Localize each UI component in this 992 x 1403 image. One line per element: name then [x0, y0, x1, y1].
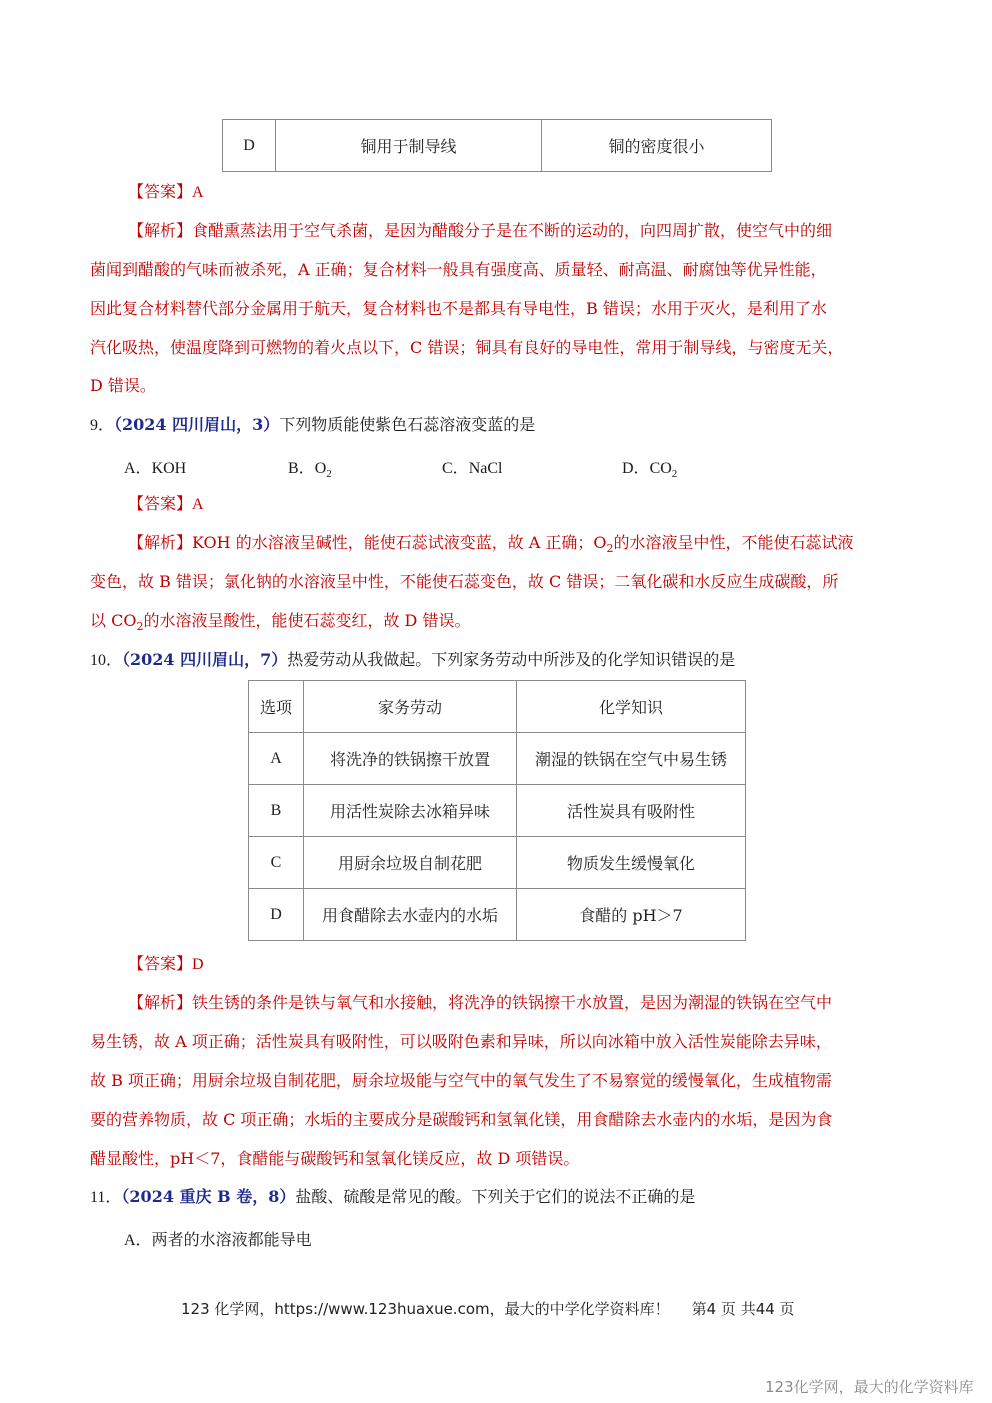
- analysis-text: 铁生锈的条件是铁与氧气和水接触，将洗净的铁锅擦干水放置，是因为潮湿的铁锅在空气中: [192, 993, 833, 1012]
- q10-analysis-line-1: [128, 993, 832, 1013]
- analysis-text: KOH 的水溶液呈碱性，能使石蕊试液变蓝，故 A 正确；O: [192, 533, 607, 552]
- question-number: 11．: [90, 1189, 122, 1206]
- analysis-text: 以 CO: [90, 611, 137, 630]
- q9-option-b: [288, 455, 332, 478]
- knowledge-cell: 活性炭具有吸附性: [517, 785, 746, 837]
- option-label: A．: [124, 460, 152, 477]
- q10-analysis-line-2: 易生锈，故 A 项正确；活性炭具有吸附性，可以吸附色素和异味，所以向冰箱中放入活性炭能除去异味，: [90, 1032, 832, 1051]
- analysis-label: 【解析】: [128, 221, 193, 240]
- labor-cell: 用厨余垃圾自制花肥: [304, 837, 517, 889]
- option-text: CO: [649, 460, 672, 477]
- watermark: 123化学网，最大的化学资料库: [765, 1378, 974, 1396]
- q9-analysis-line-3: [90, 611, 470, 631]
- option-cell: D: [249, 889, 304, 941]
- option-label: A．: [124, 1232, 152, 1249]
- option-text: O: [314, 460, 327, 477]
- option-cell: A: [249, 733, 304, 785]
- question-number: 9．: [90, 417, 115, 434]
- q10-stem: [90, 650, 735, 671]
- question-source: （2024 重庆 B 卷，8）: [121, 1187, 296, 1206]
- q11-stem: [90, 1187, 695, 1208]
- q10-table: [248, 680, 746, 941]
- answer-label: 【答案】: [128, 494, 193, 513]
- subscript: 2: [136, 620, 144, 633]
- q9-option-a: [124, 455, 186, 478]
- q8-analysis-line-5: D 错误。: [90, 376, 156, 395]
- knowledge-cell: 食醋的 pH＞7: [517, 889, 746, 941]
- q8-analysis-line-1: [128, 221, 832, 241]
- q8-analysis-line-4: 汽化吸热，使温度降到可燃物的着火点以下，C 错误；铜具有良好的导电性，常用于制导线，与密度无关，: [90, 338, 844, 357]
- q10-analysis-line-3: 故 B 项正确；用厨余垃圾自制花肥，厨余垃圾能与空气中的氧气发生了不易察觉的缓慢氧化，生成植物需: [90, 1071, 832, 1090]
- knowledge-cell: 潮湿的铁锅在空气中易生锈: [517, 733, 746, 785]
- answer-value: A: [192, 496, 204, 513]
- header-cell: 选项: [249, 681, 304, 733]
- q8-analysis-line-2: 菌闻到醋酸的气味而被杀死，A 正确；复合材料一般具有强度高、质量轻、耐高温、耐腐蚀等优异性能，: [90, 260, 827, 279]
- knowledge-cell: 物质发生缓慢氧化: [517, 837, 746, 889]
- table-row: [249, 785, 746, 837]
- option-label: B．: [288, 460, 315, 477]
- question-source: （2024 四川眉山，7）: [122, 650, 288, 669]
- header-cell: 化学知识: [517, 681, 746, 733]
- answer-label: 【答案】: [128, 182, 193, 201]
- question-number: 10．: [90, 652, 123, 669]
- q9-answer: [128, 494, 204, 515]
- table-row: [223, 120, 772, 172]
- table-row: [249, 733, 746, 785]
- subscript: 2: [671, 468, 678, 480]
- option-cell: B: [249, 785, 304, 837]
- analysis-text: 的水溶液呈中性，不能使石蕊试液: [613, 533, 854, 552]
- analysis-text: 食醋熏蒸法用于空气杀菌，是因为醋酸分子是在不断的运动的，向四周扩散，使空气中的细: [192, 221, 833, 240]
- q8-answer: [128, 182, 204, 203]
- labor-cell: 将洗净的铁锅擦干放置: [304, 733, 517, 785]
- q10-analysis-line-4: 要的营养物质，故 C 项正确；水垢的主要成分是碳酸钙和氢氧化镁，用食醋除去水壶内的水垢，是因为食: [90, 1110, 833, 1129]
- labor-cell: 用食醋除去水壶内的水垢: [304, 889, 517, 941]
- q10-answer: [128, 954, 204, 975]
- q9-stem: [90, 415, 535, 436]
- table-row: [249, 837, 746, 889]
- analysis-label: 【解析】: [128, 533, 193, 552]
- q8-analysis-line-3: 因此复合材料替代部分金属用于航天，复合材料也不是都具有导电性，B 错误；水用于灭火，是利用了水: [90, 299, 827, 318]
- question-text: 热爱劳动从我做起。下列家务劳动中所涉及的化学知识错误的是: [287, 650, 736, 669]
- option-cell: C: [249, 837, 304, 889]
- answer-value: D: [192, 956, 204, 973]
- option-label: C．: [442, 460, 469, 477]
- q11-option-a: [124, 1227, 312, 1250]
- previous-question-table: [222, 119, 772, 172]
- analysis-label: 【解析】: [128, 993, 193, 1012]
- question-text: 下列物质能使紫色石蕊溶液变蓝的是: [279, 415, 536, 434]
- option-text: KOH: [151, 460, 187, 477]
- q10-analysis-line-5: 醋显酸性，pH＜7，食醋能与碳酸钙和氢氧化镁反应，故 D 项错误。: [90, 1149, 580, 1168]
- q9-analysis-line-1: [128, 533, 854, 553]
- labor-cell: 铜用于制导线: [276, 120, 542, 172]
- header-cell: 家务劳动: [304, 681, 517, 733]
- option-text: NaCl: [468, 460, 503, 477]
- answer-value: A: [192, 184, 204, 201]
- subscript: 2: [326, 468, 332, 480]
- analysis-text: 的水溶液呈酸性，能使石蕊变红，故 D 错误。: [143, 611, 471, 630]
- labor-cell: 用活性炭除去冰箱异味: [304, 785, 517, 837]
- footer-text: 123 化学网，https://www.123huaxue.com，最大的中学化学资料库！: [181, 1300, 670, 1318]
- answer-label: 【答案】: [128, 954, 193, 973]
- question-text: 盐酸、硫酸是常见的酸。下列关于它们的说法不正确的是: [295, 1187, 696, 1206]
- option-cell: D: [223, 120, 276, 172]
- option-text: 两者的水溶液都能导电: [151, 1230, 312, 1249]
- table-row: [249, 889, 746, 941]
- question-source: （2024 四川眉山，3）: [114, 415, 280, 434]
- q9-analysis-line-2: 变色，故 B 错误；氯化钠的水溶液呈中性，不能使石蕊变色，故 C 错误；二氧化碳和水反应生成碳酸，所: [90, 572, 839, 591]
- table-header-row: [249, 681, 746, 733]
- option-label: D．: [622, 460, 650, 477]
- q9-option-c: [442, 455, 502, 478]
- q9-option-d: [622, 455, 677, 478]
- page-number: 第4 页 共44 页: [691, 1300, 795, 1318]
- knowledge-cell: 铜的密度很小: [542, 120, 772, 172]
- subscript: 2: [606, 542, 614, 555]
- page-footer: [181, 1298, 795, 1319]
